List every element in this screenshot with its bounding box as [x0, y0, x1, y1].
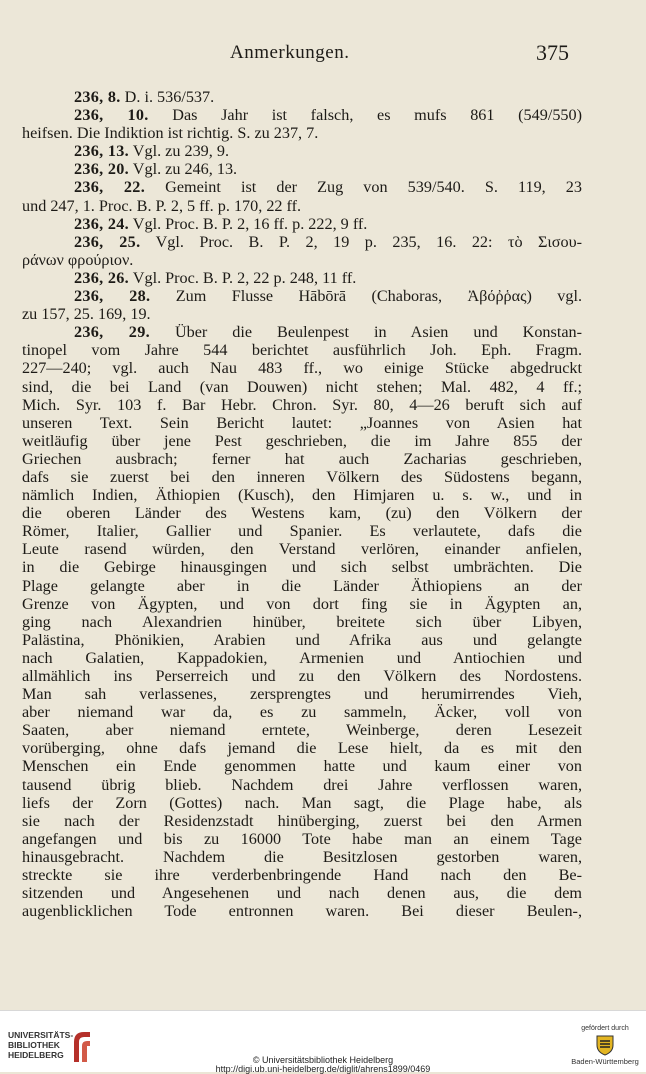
note-text: Über die Beulenpest in Asien und Konstan- — [174, 323, 582, 342]
text-line — [22, 251, 582, 269]
note-text: liefs der Zorn (Gottes) nach. Man sagt, die Plage habe, als — [22, 793, 582, 812]
text-line — [22, 378, 582, 396]
text-line — [22, 667, 582, 685]
text-line — [22, 558, 582, 576]
note-reference: 236, 10. — [74, 106, 149, 125]
note-text: nämlich Indien, Äthiopien (Kusch), den Himjaren u. s. w., und in — [22, 486, 582, 505]
note-text: angefangen und bis zu 16000 Tote habe man an einem Tage — [22, 829, 582, 848]
note-reference: 236, 28. — [74, 287, 151, 306]
text-line — [22, 866, 582, 884]
note-text: heifsen. Die Indiktion ist richtig. S. zu 237, 7. — [22, 124, 319, 143]
note-text: Menschen ein Ende genommen hatte und kaum einer von — [22, 757, 582, 776]
page-header — [0, 42, 646, 70]
text-line — [22, 450, 582, 468]
text-line — [22, 468, 582, 486]
note-text: Vgl. Proc. B. P. 2, 19 p. 235, 16. 22: τὸ Σισου- — [155, 232, 582, 251]
text-line — [22, 830, 582, 848]
text-line — [22, 178, 582, 196]
text-line — [22, 396, 582, 414]
note-text: Gemeint ist der Zug von 539/540. S. 119, 23 — [165, 178, 582, 197]
note-text: Vgl. Proc. B. P. 2, 22 p. 248, 11 ff. — [132, 268, 357, 287]
note-text: unseren Text. Sein Bericht lautet: „Joannes von Asien hat — [22, 413, 582, 432]
note-text: die oberen Länder des Westens kam, (zu) den Völkern der — [22, 504, 582, 523]
note-reference: 236, 8. — [74, 88, 121, 106]
note-text: Palästina, Phönikien, Arabien und Afrika aus und gelangte — [22, 630, 582, 649]
text-line — [22, 88, 582, 106]
note-text: Das Jahr ist falsch, es mufs 861 (549/550) — [172, 106, 582, 125]
text-line — [22, 884, 582, 902]
text-line — [22, 233, 582, 251]
note-text: nach Galatien, Kappadokien, Armenien und Antiochien und — [22, 648, 582, 667]
note-text: weitläufig über jene Pest geschrieben, die im Jahre 855 der — [22, 431, 582, 450]
note-text: sie nach der Residenzstadt hinüberging, zuerst bei den Armen — [22, 811, 582, 830]
note-reference: 236, 29. — [74, 323, 150, 342]
note-text: in die Gebirge hinausgingen und sich selbst umbrächten. Die — [22, 558, 582, 577]
note-reference: 236, 26. — [74, 268, 130, 287]
text-line — [22, 595, 582, 613]
text-line — [22, 739, 582, 757]
note-text: vorüberging, ohne dafs jemand die Lese hielt, da es mit den — [22, 739, 582, 758]
university-name-text: UNIVERSITÄTS- BIBLIOTHEK HEIDELBERG — [8, 1030, 74, 1060]
digitization-footer — [0, 1010, 646, 1072]
note-reference: 236, 22. — [74, 178, 146, 197]
sponsor-label: gefördert durch — [581, 1025, 629, 1032]
note-text: allmählich ins Perserreich und zu den Völkern des Nordostens. — [22, 667, 582, 685]
note-reference: 236, 24. — [74, 214, 130, 233]
text-line — [22, 649, 582, 667]
text-line — [22, 685, 582, 703]
note-text: Vgl. zu 239, 9. — [132, 142, 229, 161]
text-line — [22, 124, 582, 142]
text-line — [22, 504, 582, 522]
text-line — [22, 848, 582, 866]
note-text: streckte sie ihre verderbenbringende Hand nach den Be- — [22, 866, 582, 885]
text-line — [22, 540, 582, 558]
text-line — [22, 341, 582, 359]
note-text: ging nach Alexandrien hinüber, breitete sich über Libyen, — [22, 612, 582, 631]
note-reference: 236, 13. — [74, 142, 130, 161]
note-text: hinausgebracht. Nachdem die Besitzlosen gestorben waren, — [22, 847, 582, 866]
copyright-notice: © Universitätsbibliothek Heidelberg — [252, 1055, 394, 1065]
note-text: Plage gelangte aber in die Länder Äthiopiens an der — [22, 576, 582, 595]
sponsor-block — [570, 1025, 640, 1071]
note-text: Römer, Italier, Gallier und Spanier. Es verlautete, dafs die — [22, 522, 582, 541]
note-text: aber niemand war da, es zu sammeln, Äcker, voll von — [22, 703, 582, 722]
text-line — [22, 414, 582, 432]
text-line — [22, 776, 582, 794]
text-line — [22, 902, 582, 920]
note-text: sind, die bei Land (van Douwen) nicht stehen; Mal. 482, 4 ff.; — [22, 377, 582, 396]
note-text: augenblicklichen Tode entronnen waren. Bei dieser Beulen-, — [22, 902, 582, 921]
text-line — [22, 486, 582, 504]
note-text: Man sah verlassenes, zersprengtes und herumirrendes Vieh, — [22, 685, 582, 704]
note-text: Mich. Syr. 103 f. Bar Hebr. Chron. Syr. 80, 4—26 beruft sich auf — [22, 395, 582, 414]
note-text: Saaten, aber niemand erntete, Weinberge, deren Lesezeit — [22, 721, 582, 740]
note-text: Griechen ausbrach; ferner hat auch Zacharias geschrieben, — [22, 449, 582, 468]
text-line — [22, 757, 582, 775]
text-line — [22, 215, 582, 233]
coat-of-arms-icon — [595, 1034, 615, 1056]
note-text: Zum Flusse Hābōrā (Chaboras, Ἀβόῤῥας) vgl. — [175, 287, 582, 306]
text-line — [22, 721, 582, 739]
note-text: tausend übrig blieb. Nachdem drei Jahre verflossen waren, — [22, 775, 582, 794]
note-text: Leute rasend würden, den Verstand verlören, einander anfielen, — [22, 540, 582, 559]
running-head: Anmerkungen. — [230, 42, 350, 63]
text-line — [22, 359, 582, 377]
text-line — [22, 160, 582, 178]
text-line — [22, 794, 582, 812]
note-text: tinopel vom Jahre 544 berichtet ausführlich Joh. Eph. Fragm. — [22, 341, 582, 360]
text-line — [22, 613, 582, 631]
note-text: Vgl. zu 246, 13. — [132, 160, 238, 179]
text-line — [22, 631, 582, 649]
text-line — [22, 522, 582, 540]
source-url-link[interactable]: http://digi.ub.uni-heidelberg.de/diglit/ahrens1899/0469 — [215, 1064, 431, 1074]
text-line — [22, 812, 582, 830]
text-line — [22, 577, 582, 595]
note-reference: 236, 25. — [74, 232, 141, 251]
text-line — [22, 287, 582, 305]
note-text: sitzenden und Angesehenen und nach denen aus, die dem — [22, 884, 582, 903]
text-line — [22, 106, 582, 124]
note-text: und 247, 1. Proc. B. P. 2, 5 ff. p. 170, 22 ff. — [22, 196, 302, 215]
text-line — [22, 323, 582, 341]
note-text: dafs sie zuerst bei den inneren Völkern des Südostens begann, — [22, 467, 582, 486]
text-line — [22, 432, 582, 450]
note-text: D. i. 536/537. — [124, 88, 215, 106]
text-line — [22, 142, 582, 160]
text-line — [22, 305, 582, 323]
text-line — [22, 269, 582, 287]
page-number: 375 — [536, 40, 569, 65]
notes-body — [22, 88, 582, 920]
sponsor-name: Baden-Württemberg — [571, 1057, 639, 1066]
note-text: Grenze von Ägypten, und von dort fing sie in Ägypten an, — [22, 594, 582, 613]
text-line — [22, 703, 582, 721]
text-line — [22, 197, 582, 215]
note-text: ράνων φρούριον. — [22, 250, 134, 269]
note-text: zu 157, 25. 169, 19. — [22, 305, 151, 324]
note-text: Vgl. Proc. B. P. 2, 16 ff. p. 222, 9 ff. — [132, 214, 368, 233]
note-text: 227—240; vgl. auch Nau 483 ff., wo einige Stücke abgedruckt — [22, 359, 582, 378]
note-reference: 236, 20. — [74, 160, 130, 179]
